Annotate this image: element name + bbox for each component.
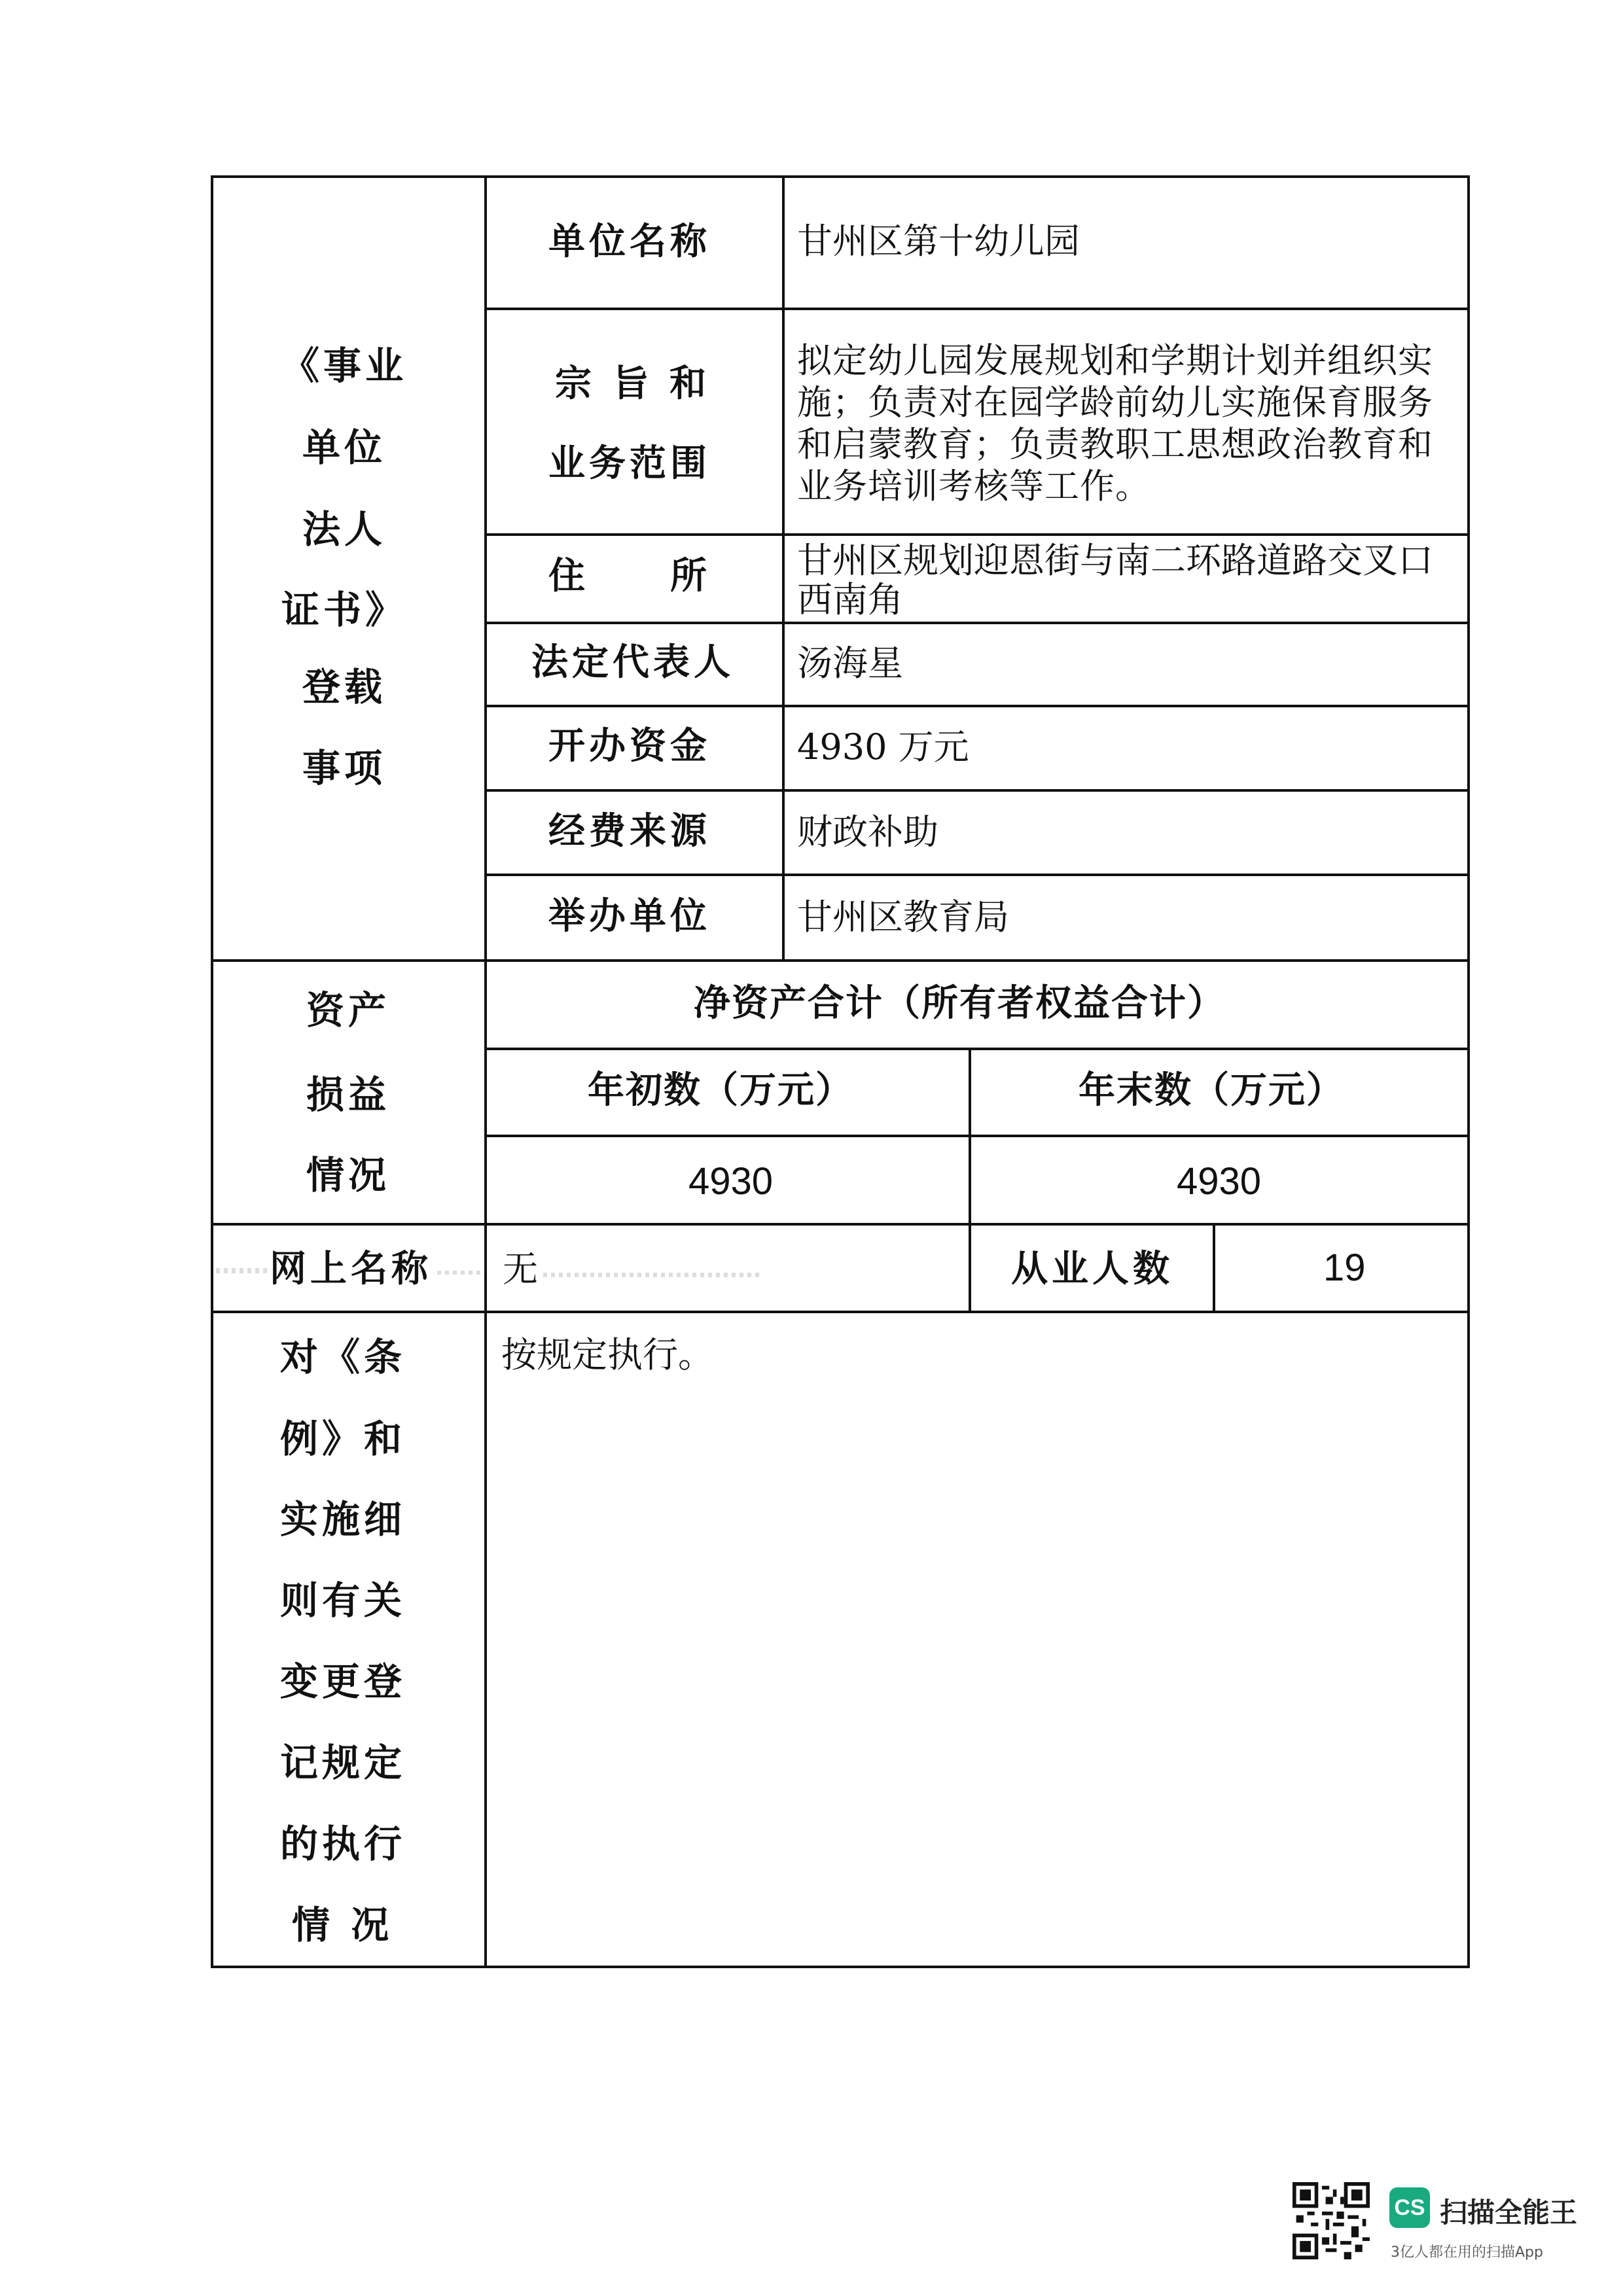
funding-value: 财政补助: [797, 811, 938, 853]
sponsor-value: 甘州区教育局: [797, 896, 1009, 938]
col-line: [969, 1048, 971, 1313]
side-line: 记规定: [280, 1740, 406, 1785]
net-assets-header: 净资产合计（所有者权益合计）: [694, 981, 1225, 1025]
side-line: 的执行: [280, 1822, 406, 1866]
end-year-label: 年末数（万元）: [1079, 1069, 1344, 1112]
capital-label: 开办资金: [548, 724, 711, 768]
staff-count-label: 从业人数: [1011, 1247, 1173, 1290]
scan-noise: [216, 1268, 268, 1273]
side-line: 则有关: [280, 1578, 406, 1623]
side-line: 《事业: [281, 344, 408, 388]
begin-year-label: 年初数（万元）: [588, 1069, 853, 1112]
table-border-bottom: [211, 1966, 1470, 1968]
funding-label: 经费来源: [548, 809, 711, 853]
side-line: 法人: [302, 507, 387, 552]
side-line: 对《条: [280, 1335, 406, 1379]
scan-noise: [543, 1273, 759, 1277]
address-label: 住 所: [548, 554, 711, 597]
side-line: 单位: [302, 425, 387, 470]
qr-code-icon: [1293, 2182, 1370, 2259]
side-line: 情 况: [292, 1903, 393, 1947]
unit-name-label: 单位名称: [548, 220, 711, 263]
purpose-label-line2: 业务范围: [548, 442, 711, 485]
section-line: [211, 1223, 1470, 1226]
table-divider-value: [782, 175, 785, 959]
online-name-label: 网上名称: [270, 1247, 432, 1290]
capital-value: 4930 万元: [797, 726, 969, 768]
row-line: [484, 622, 1470, 624]
row-line: [484, 874, 1470, 876]
scanner-tagline: 3亿人都在用的扫描App: [1391, 2244, 1543, 2261]
purpose-label-line1: 宗 旨 和: [555, 362, 710, 405]
legal-rep-value: 汤海星: [797, 643, 903, 684]
scanner-watermark: [1293, 2182, 1594, 2274]
purpose-value: 拟定幼儿园发展规划和学期计划并组织实施；负责对在园学龄前幼儿实施保育服务和启蒙教育；负责教职工思想政治教育和业务培训考核等工作。: [797, 341, 1433, 506]
unit-name-value: 甘州区第十幼儿园: [797, 221, 1080, 262]
row-line: [484, 1048, 1470, 1050]
table-border-top: [211, 175, 1470, 178]
side-line: 事项: [302, 746, 387, 790]
row-line: [484, 1135, 1470, 1137]
col-line: [1213, 1223, 1215, 1313]
address-value-line1: 甘州区规划迎恩街与南二环路道路交叉口: [797, 540, 1433, 581]
legal-rep-label: 法定代表人: [531, 641, 734, 684]
staff-count-value: 19: [1323, 1246, 1366, 1289]
execution-value: 按规定执行。: [501, 1334, 713, 1375]
side-line: 资产: [306, 988, 391, 1033]
row-line: [484, 789, 1470, 792]
side-line: 证书》: [281, 588, 408, 632]
address-value-line2: 西南角: [797, 579, 903, 620]
side-line: 实施细: [280, 1497, 406, 1542]
begin-year-value: 4930: [688, 1160, 774, 1203]
section-line: [211, 959, 1470, 962]
side-line: 变更登: [280, 1659, 406, 1704]
cs-logo-icon: CS: [1389, 2187, 1430, 2228]
scan-noise: [437, 1271, 483, 1275]
side-line: 情况: [306, 1153, 391, 1197]
scanner-brand-name: 扫描全能王: [1440, 2197, 1578, 2229]
row-line: [484, 705, 1470, 707]
row-line: [484, 533, 1470, 536]
side-line: 登载: [302, 665, 387, 709]
table-divider-side: [484, 175, 487, 1968]
side-line: 损益: [306, 1072, 391, 1117]
end-year-value: 4930: [1177, 1160, 1262, 1203]
side-line: 例》和: [280, 1417, 406, 1461]
table-border-right: [1467, 175, 1470, 1968]
row-line: [484, 308, 1470, 310]
online-name-value: 无: [503, 1248, 538, 1290]
section-line: [211, 1311, 1470, 1313]
table-border-left: [211, 175, 213, 1968]
sponsor-label: 举办单位: [548, 894, 711, 938]
